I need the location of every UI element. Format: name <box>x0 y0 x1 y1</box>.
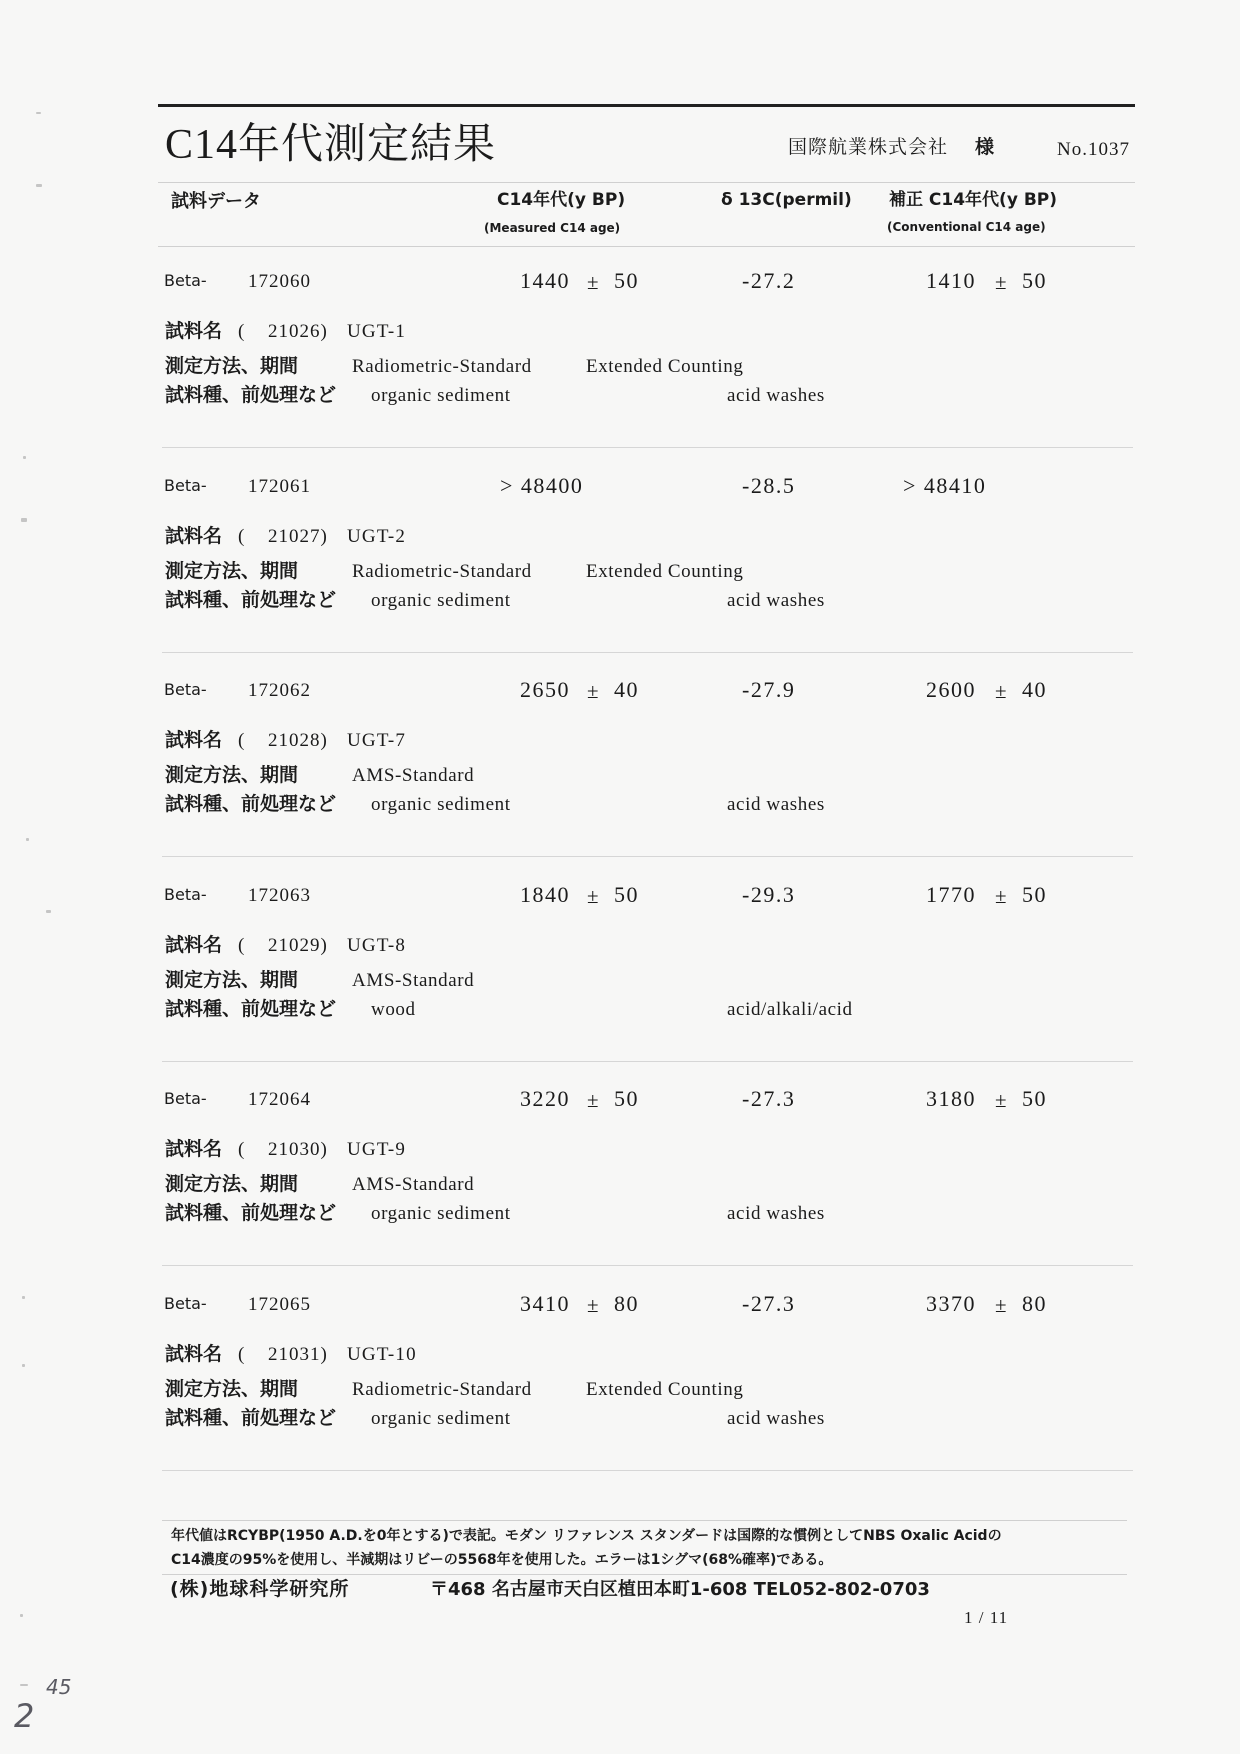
sample-number <box>268 1345 328 1364</box>
beta-number: 172060 <box>248 271 311 292</box>
open-paren: ( <box>238 730 245 751</box>
method-label: 測定方法、期間 <box>165 355 299 377</box>
top-rule <box>158 104 1135 107</box>
method-label: 測定方法、期間 <box>165 764 299 786</box>
measured-error: 50 <box>614 268 639 293</box>
measured-plus-minus: ± <box>587 270 599 294</box>
scan-mark <box>20 1614 23 1617</box>
beta-number: 172061 <box>248 475 311 497</box>
sample-code: UGT-9 <box>347 1139 407 1160</box>
column-delta-13c: δ 13C(permil) <box>721 190 852 210</box>
sample-number-value: 21030 <box>268 1139 321 1160</box>
close-paren: ) <box>320 1139 328 1160</box>
sample-number <box>268 322 328 341</box>
measured-plus-minus: ± <box>587 883 599 908</box>
close-paren: ) <box>320 525 328 547</box>
conventional-plus-minus: ± <box>995 1088 1007 1112</box>
sample-number-value: 21031 <box>268 1343 321 1365</box>
measured-age: 1440 <box>520 268 570 293</box>
conventional-plus-minus: ± <box>995 270 1007 294</box>
pretreatment: acid washes <box>727 794 825 815</box>
sample-name-label: 試料名 <box>165 933 223 956</box>
conventional-age: 3370 <box>926 1290 976 1316</box>
result-record <box>0 1080 1240 1270</box>
pretreatment: acid washes <box>727 589 825 611</box>
footnote-line-2: C14濃度の95%を使用し、半減期はリビーの5568年を使用した。エラーは1シグマ(68%確率)である。 <box>171 1552 833 1568</box>
measurement-period: Extended Counting <box>586 560 744 582</box>
measured-plus-minus: ± <box>587 1292 599 1317</box>
sample-material: organic sediment <box>371 1407 511 1429</box>
column-conventional-age: 補正 C14年代(y BP) <box>889 190 1058 210</box>
conventional-age: > 48410 <box>903 472 987 498</box>
measured-error: 50 <box>614 1086 639 1111</box>
report-number: No.1037 <box>1057 139 1130 160</box>
client-honorific: 様 <box>975 136 995 158</box>
conventional-plus-minus: ± <box>995 1292 1007 1317</box>
beta-label: Beta- <box>164 680 207 699</box>
scan-mark <box>21 518 27 522</box>
sample-number <box>268 1140 328 1159</box>
measured-error: 40 <box>614 677 639 702</box>
conventional-plus-minus: ± <box>995 883 1007 908</box>
header-rule-bottom <box>158 246 1135 247</box>
material-label: 試料種、前処理など <box>165 793 337 815</box>
beta-label: Beta- <box>164 475 207 495</box>
scan-mark <box>26 838 29 841</box>
sample-code: UGT-10 <box>347 1343 417 1365</box>
result-record <box>0 262 1240 452</box>
beta-number: 172062 <box>248 680 311 701</box>
material-label: 試料種、前処理など <box>165 997 337 1020</box>
conventional-error: 80 <box>1022 1290 1047 1316</box>
sample-number-value: 21027 <box>268 525 321 547</box>
measurement-method: AMS-Standard <box>352 1174 475 1195</box>
column-measured-age-sub: (Measured C14 age) <box>484 221 621 235</box>
sample-number-value: 21029 <box>268 934 321 956</box>
sample-name-label: 試料名 <box>165 524 223 547</box>
open-paren: ( <box>238 321 245 342</box>
measured-plus-minus: ± <box>587 1088 599 1112</box>
scan-mark <box>20 1684 28 1686</box>
column-conventional-age-sub: (Conventional C14 age) <box>887 220 1046 234</box>
sample-code: UGT-7 <box>347 730 407 751</box>
page-number: 1 / 11 <box>964 1608 1009 1627</box>
handwritten-note: 45 <box>46 1675 72 1699</box>
record-separator <box>162 856 1133 857</box>
delta-13c-value: -27.3 <box>742 1290 796 1316</box>
beta-label: Beta- <box>164 1293 207 1313</box>
footer-rule-bottom <box>162 1574 1127 1575</box>
sample-number-value: 21028 <box>268 730 321 751</box>
conventional-plus-minus: ± <box>995 679 1007 703</box>
header-rule-top <box>158 182 1135 183</box>
result-record <box>0 876 1240 1066</box>
sample-material: organic sediment <box>371 1203 511 1224</box>
sample-name-label: 試料名 <box>165 729 223 751</box>
result-record <box>0 1285 1240 1475</box>
material-label: 試料種、前処理など <box>165 1406 337 1429</box>
measured-age: 3410 <box>520 1290 570 1316</box>
record-separator <box>162 1470 1133 1471</box>
open-paren: ( <box>238 1343 245 1365</box>
beta-label: Beta- <box>164 884 207 904</box>
column-measured-age: C14年代(y BP) <box>497 190 626 210</box>
record-separator <box>162 447 1133 448</box>
conventional-age: 3180 <box>926 1086 976 1111</box>
beta-number: 172064 <box>248 1089 311 1110</box>
close-paren: ) <box>320 934 328 956</box>
sample-material: organic sediment <box>371 385 511 406</box>
pretreatment: acid washes <box>727 1203 825 1224</box>
conventional-age: 1410 <box>926 268 976 293</box>
sample-material: organic sediment <box>371 794 511 815</box>
footnote-line-1: 年代値はRCYBP(1950 A.D.を0年とする)で表記。モダン リファレンス スタンダードは国際的な慣例としてNBS Oxalic Acidの <box>171 1528 1002 1544</box>
scan-mark <box>22 1296 25 1299</box>
measured-age: 2650 <box>520 677 570 702</box>
measured-age: > 48400 <box>500 472 584 498</box>
method-label: 測定方法、期間 <box>165 559 299 582</box>
sample-number <box>268 731 328 750</box>
pretreatment: acid washes <box>727 385 825 406</box>
close-paren: ) <box>320 730 328 751</box>
handwritten-note: 2 <box>14 1697 35 1735</box>
delta-13c-value: -29.3 <box>742 881 796 907</box>
open-paren: ( <box>238 934 245 956</box>
open-paren: ( <box>238 1139 245 1160</box>
sample-name-label: 試料名 <box>165 1138 223 1160</box>
sample-number-value: 21026 <box>268 321 321 342</box>
measured-plus-minus: ± <box>587 679 599 703</box>
delta-13c-value: -27.9 <box>742 677 796 702</box>
conventional-error: 40 <box>1022 677 1047 702</box>
sample-number <box>268 527 328 546</box>
column-sample-data: 試料データ <box>171 191 261 212</box>
method-label: 測定方法、期間 <box>165 1173 299 1195</box>
scan-mark <box>36 184 42 187</box>
conventional-age: 2600 <box>926 677 976 702</box>
scan-mark <box>23 456 26 459</box>
delta-13c-value: -27.2 <box>742 268 796 293</box>
sample-number <box>268 936 328 955</box>
measured-error: 50 <box>614 881 639 907</box>
material-label: 試料種、前処理など <box>165 384 337 406</box>
conventional-error: 50 <box>1022 268 1047 293</box>
client-name: 国際航業株式会社 <box>788 137 949 158</box>
conventional-error: 50 <box>1022 1086 1047 1111</box>
close-paren: ) <box>320 1343 328 1365</box>
pretreatment: acid/alkali/acid <box>727 998 853 1020</box>
material-label: 試料種、前処理など <box>165 588 337 611</box>
beta-label: Beta- <box>164 271 207 290</box>
measured-age: 1840 <box>520 881 570 907</box>
measured-age: 3220 <box>520 1086 570 1111</box>
conventional-error: 50 <box>1022 881 1047 907</box>
measurement-method: Radiometric-Standard <box>352 560 532 582</box>
measured-error: 80 <box>614 1290 639 1316</box>
sample-name-label: 試料名 <box>165 1342 223 1365</box>
laboratory-address: 〒468 名古屋市天白区植田本町1-608 TEL052-802-0703 <box>430 1579 930 1600</box>
sample-material: wood <box>371 998 416 1020</box>
record-separator <box>162 1061 1133 1062</box>
method-label: 測定方法、期間 <box>165 1377 299 1400</box>
sample-code: UGT-1 <box>347 321 407 342</box>
record-separator <box>162 652 1133 653</box>
method-label: 測定方法、期間 <box>165 968 299 991</box>
measurement-period: Extended Counting <box>586 1378 744 1400</box>
sample-name-label: 試料名 <box>165 320 223 342</box>
material-label: 試料種、前処理など <box>165 1202 337 1224</box>
scan-mark <box>46 910 51 913</box>
page-title: C14年代測定結果 <box>165 122 497 168</box>
measurement-method: AMS-Standard <box>352 969 475 991</box>
pretreatment: acid washes <box>727 1407 825 1429</box>
footer-rule-top <box>162 1520 1127 1521</box>
sample-code: UGT-2 <box>347 525 407 547</box>
sample-code: UGT-8 <box>347 934 407 956</box>
scan-mark <box>36 112 41 114</box>
conventional-age: 1770 <box>926 881 976 907</box>
beta-number: 172065 <box>248 1293 311 1315</box>
laboratory-name: (株)地球科学研究所 <box>170 1578 350 1600</box>
sample-material: organic sediment <box>371 589 511 611</box>
measurement-period: Extended Counting <box>586 356 744 377</box>
measurement-method: AMS-Standard <box>352 765 475 786</box>
beta-number: 172063 <box>248 884 311 906</box>
result-record <box>0 671 1240 861</box>
close-paren: ) <box>320 321 328 342</box>
beta-label: Beta- <box>164 1089 207 1108</box>
delta-13c-value: -27.3 <box>742 1086 796 1111</box>
delta-13c-value: -28.5 <box>742 472 796 498</box>
open-paren: ( <box>238 525 245 547</box>
measurement-method: Radiometric-Standard <box>352 356 532 377</box>
scan-mark <box>22 1364 25 1367</box>
record-separator <box>162 1265 1133 1266</box>
result-record <box>0 467 1240 657</box>
measurement-method: Radiometric-Standard <box>352 1378 532 1400</box>
